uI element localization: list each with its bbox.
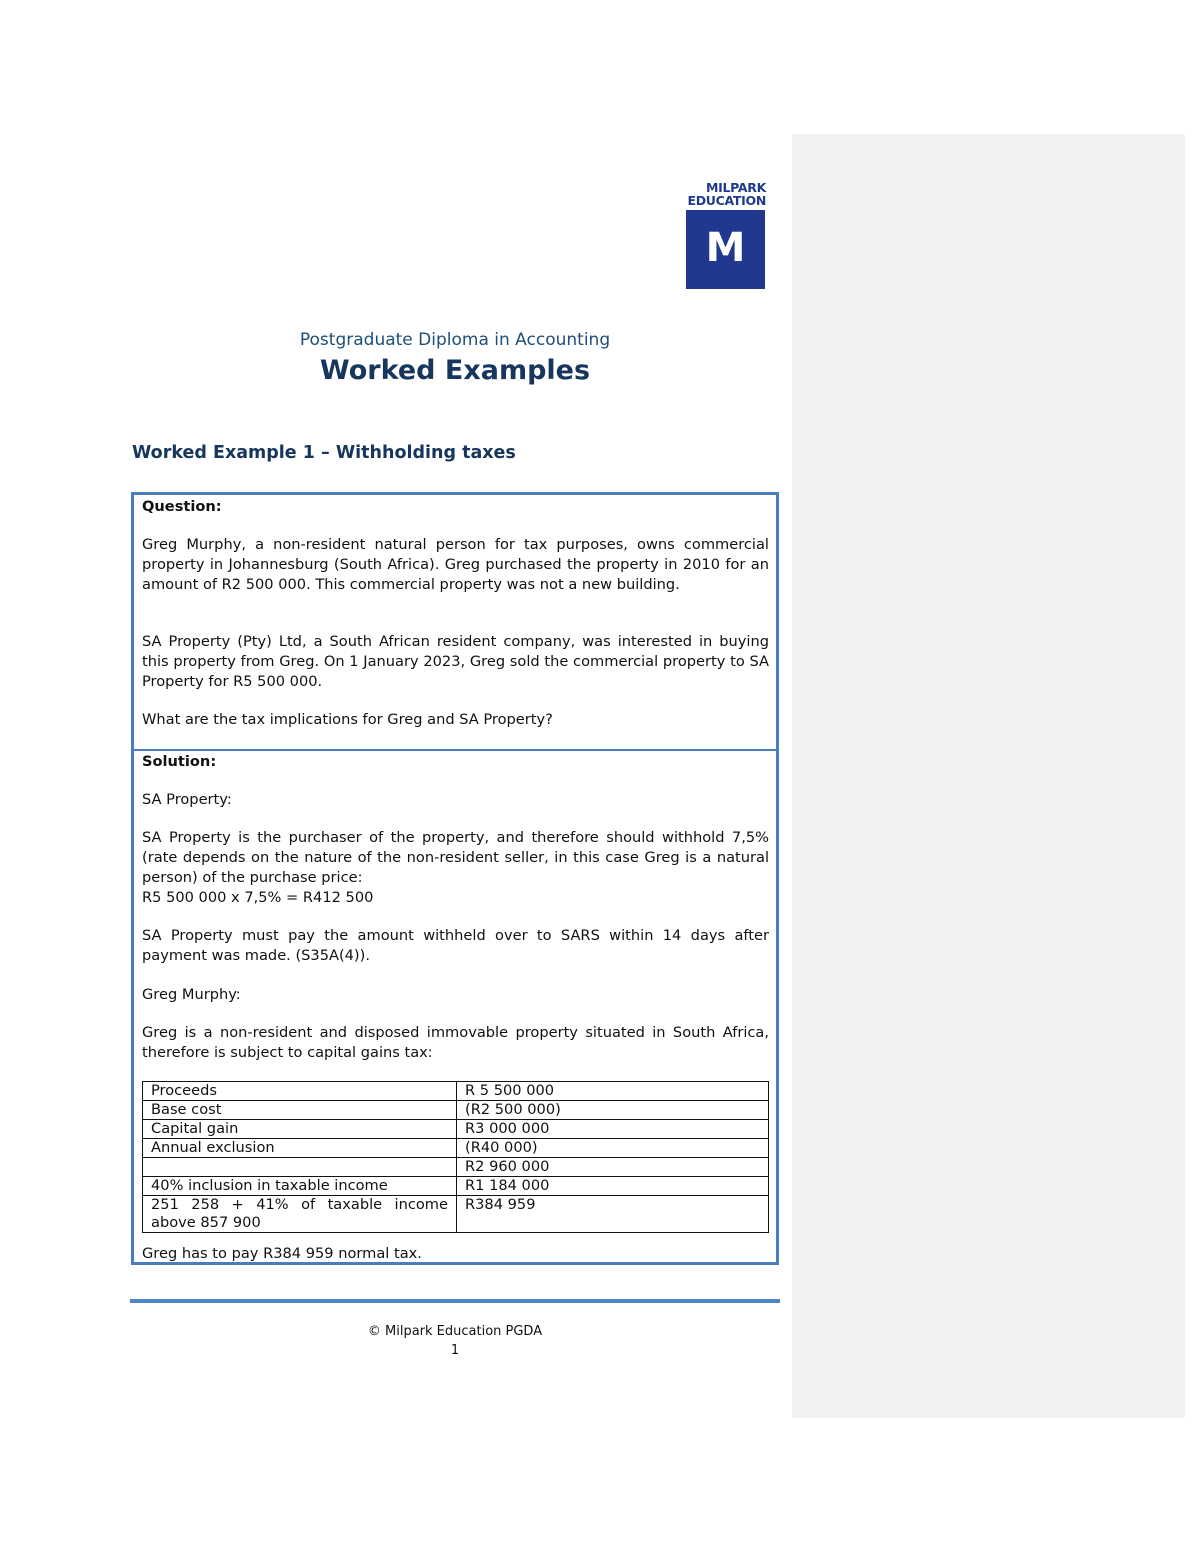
comment-pane bbox=[792, 134, 1185, 1418]
box-divider bbox=[134, 749, 776, 751]
section-heading: Worked Example 1 – Withholding taxes bbox=[132, 443, 516, 463]
table-row bbox=[143, 1082, 769, 1101]
table-cell: R 5 500 000 bbox=[457, 1082, 769, 1101]
footer-copyright: © Milpark Education PGDA bbox=[367, 1324, 543, 1339]
greg-heading: Greg Murphy: bbox=[142, 986, 241, 1003]
greg-paragraph: Greg is a non-resident and disposed immovable property situated in South Africa, therefore is subject to capital gains tax: bbox=[142, 1024, 769, 1061]
page-number: 1 bbox=[450, 1343, 460, 1358]
table-cell: R3 000 000 bbox=[457, 1120, 769, 1139]
table-row bbox=[143, 1139, 769, 1158]
table-cell: R1 184 000 bbox=[457, 1177, 769, 1196]
document-title: Worked Examples bbox=[319, 355, 591, 386]
logo-mark: M bbox=[705, 225, 746, 271]
solution-label: Solution: bbox=[142, 753, 217, 770]
table-cell: Annual exclusion bbox=[143, 1139, 457, 1158]
table-cell: 40% inclusion in taxable income bbox=[143, 1177, 457, 1196]
milpark-logo bbox=[686, 181, 766, 289]
closing-statement: Greg has to pay R384 959 normal tax. bbox=[142, 1245, 422, 1262]
footer-rule bbox=[130, 1299, 780, 1303]
sa-property-calculation: R5 500 000 x 7,5% = R412 500 bbox=[142, 889, 374, 906]
logo-line-2: EDUCATION bbox=[687, 193, 766, 208]
table-cell: (R40 000) bbox=[457, 1139, 769, 1158]
question-paragraph: Greg Murphy, a non-resident natural person for tax purposes, owns commercial property in Johannesburg (South Africa). Greg purchased the property in 2010 for an amount of R2 500 000. This commercial property was not a new building. bbox=[142, 536, 769, 593]
table-cell: 251 258 + 41% of taxable income above 857 900 bbox=[143, 1196, 457, 1233]
table-cell bbox=[143, 1158, 457, 1177]
table-cell: R2 960 000 bbox=[457, 1158, 769, 1177]
sa-property-heading: SA Property: bbox=[142, 791, 232, 808]
sa-property-paragraph: SA Property is the purchaser of the property, and therefore should withhold 7,5% (rate depends on the nature of the non-resident seller, in this case Greg is a natural person) of the purchase price: bbox=[142, 829, 769, 886]
cgt-calculation-table bbox=[142, 1081, 769, 1233]
question-paragraph: SA Property (Pty) Ltd, a South African resident company, was interested in buying this property from Greg. On 1 January 2023, Greg sold the commercial property to SA Property for R5 500 000. bbox=[142, 633, 769, 690]
question-label: Question: bbox=[142, 498, 222, 515]
table-row bbox=[143, 1177, 769, 1196]
document-subtitle: Postgraduate Diploma in Accounting bbox=[299, 330, 611, 350]
table-cell: R384 959 bbox=[457, 1196, 769, 1233]
table-cell: Proceeds bbox=[143, 1082, 457, 1101]
table-row bbox=[143, 1120, 769, 1139]
table-row bbox=[143, 1196, 769, 1233]
logo-line-1: MILPARK bbox=[706, 180, 766, 195]
table-cell: Capital gain bbox=[143, 1120, 457, 1139]
table-cell: (R2 500 000) bbox=[457, 1101, 769, 1120]
table-row bbox=[143, 1101, 769, 1120]
logo-mark-box bbox=[686, 210, 765, 289]
table-row bbox=[143, 1158, 769, 1177]
table-cell: Base cost bbox=[143, 1101, 457, 1120]
sa-property-paragraph: SA Property must pay the amount withheld over to SARS within 14 days after payment was made. (S35A(4)). bbox=[142, 927, 769, 964]
question-paragraph: What are the tax implications for Greg and SA Property? bbox=[142, 711, 553, 728]
